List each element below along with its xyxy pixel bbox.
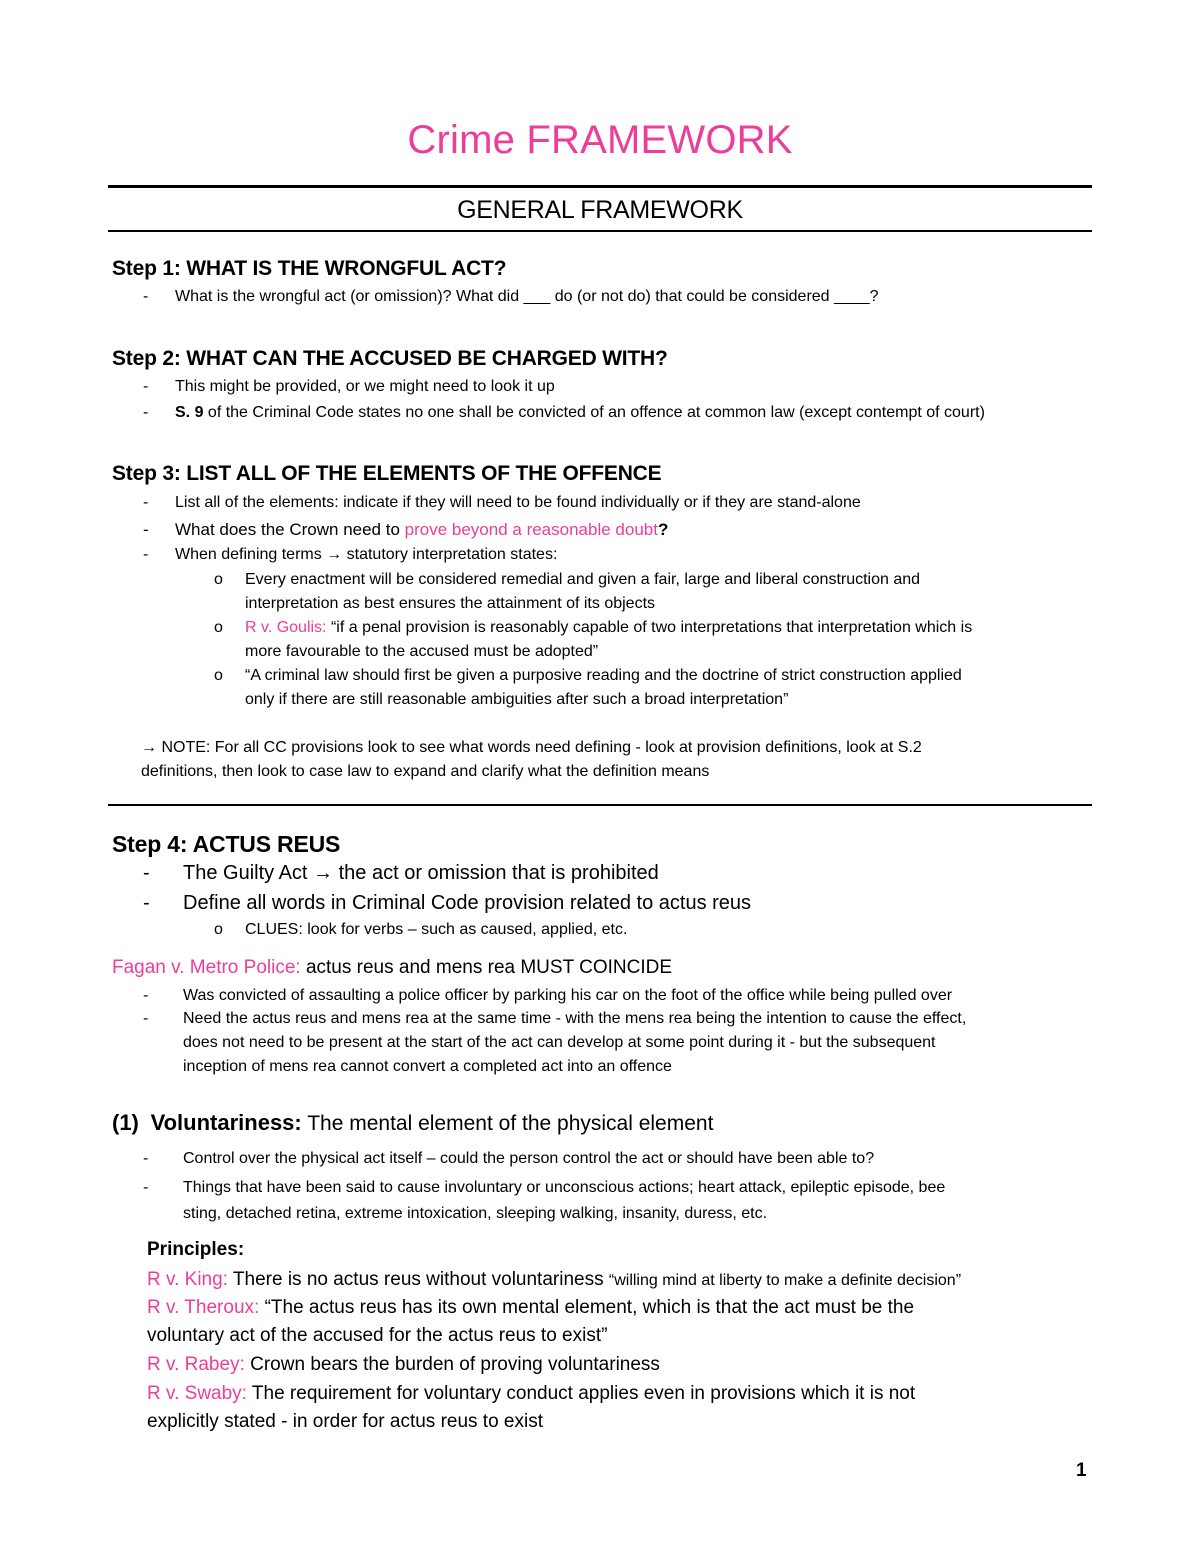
step3-sub-3-line1: “A criminal law should first be given a purposive reading and the doctrine of strict construction applied: [245, 667, 962, 684]
bullet-o: o: [214, 667, 223, 684]
case-name: Fagan v. Metro Police:: [112, 957, 301, 978]
step1-item-text: What is the wrongful act (or omission)? What did ___ do (or not do) that could be considered ____?: [175, 288, 879, 305]
section-divider: [108, 230, 1092, 232]
fagan-heading: [112, 957, 672, 979]
principle-swaby: [147, 1383, 915, 1405]
principle-swaby-cont: explicitly stated - in order for actus reus to exist: [147, 1411, 543, 1432]
step3-sub-3-line2: only if there are still reasonable ambiguities after such a broad interpretation”: [245, 691, 789, 708]
case-name: R v. Theroux:: [147, 1297, 260, 1318]
bullet-dash: -: [143, 494, 149, 511]
document-title: Crime FRAMEWORK: [407, 118, 793, 162]
bullet-dash: -: [143, 892, 150, 914]
step2-heading: Step 2: WHAT CAN THE ACCUSED BE CHARGED WITH?: [112, 347, 668, 370]
case-name: R v. Goulis:: [245, 619, 327, 636]
principle-king: [147, 1269, 961, 1291]
step3-sub-2-line2: more favourable to the accused must be adopted”: [245, 643, 599, 660]
step4-heading: Step 4: ACTUS REUS: [112, 831, 341, 857]
element-number: (1): [112, 1110, 139, 1135]
step3-sub-2-text: “if a penal provision is reasonably capable of two interpretations that interpretation which is: [326, 619, 973, 636]
step3-item-1-text: List all of the elements: indicate if they will need to be found individually or if they are stand-alone: [175, 494, 861, 511]
fagan-item-2-line1: Need the actus reus and mens rea at the same time - with the mens rea being the intention to cause the effect,: [183, 1010, 967, 1027]
step3-heading: Step 3: LIST ALL OF THE ELEMENTS OF THE OFFENCE: [112, 462, 662, 485]
bullet-dash: -: [143, 1150, 149, 1167]
step2-item-1-text: This might be provided, or we might need to look it up: [175, 378, 555, 395]
highlight-burden: prove beyond a reasonable doubt: [404, 520, 658, 539]
page-number: 1: [1076, 1460, 1087, 1481]
case-name: R v. King:: [147, 1269, 228, 1290]
bullet-dash: -: [143, 1010, 149, 1027]
swaby-line1: The requirement for voluntary conduct applies even in provisions which it is not: [246, 1383, 916, 1404]
step4-item-2-text: Define all words in Criminal Code provision related to actus reus: [183, 892, 752, 914]
king-quote: “willing mind at liberty to make a definite decision”: [608, 1272, 962, 1289]
bullet-dash: -: [143, 404, 149, 421]
voluntariness-item-1-text: Control over the physical act itself – could the person control the act or should have been able to?: [183, 1150, 875, 1167]
step3-item-3-text: When defining terms → statutory interpretation states:: [175, 546, 558, 563]
bullet-o: o: [214, 619, 223, 636]
bullet-dash: -: [143, 288, 149, 305]
element-description: The mental element of the physical element: [301, 1112, 714, 1135]
step3-sub-2-line1: [245, 619, 972, 637]
case-name: R v. Rabey:: [147, 1354, 245, 1375]
voluntariness-item-2-line1: Things that have been said to cause involuntary or unconscious actions; heart attack, epileptic episode, bee: [183, 1179, 946, 1196]
principle-theroux-cont: voluntary act of the accused for the actus reus to exist”: [147, 1325, 608, 1346]
bullet-dash: -: [143, 546, 149, 563]
bullet-dash: -: [143, 1179, 149, 1196]
step3-item-2-pre: What does the Crown need to: [175, 520, 405, 539]
step2-item-2-rest: of the Criminal Code states no one shall be convicted of an offence at common law (except contempt of court): [203, 404, 985, 421]
title-divider: [108, 185, 1092, 188]
fagan-item-2-line2: does not need to be present at the start of the act can develop at some point during it - but the subsequent: [183, 1034, 936, 1051]
fagan-item-1-text: Was convicted of assaulting a police officer by parking his car on the foot of the office while being pulled over: [183, 987, 953, 1004]
step1-heading: Step 1: WHAT IS THE WRONGFUL ACT?: [112, 257, 507, 280]
principle-theroux: [147, 1297, 914, 1319]
bullet-dash: -: [143, 378, 149, 395]
voluntariness-item-2-line2: sting, detached retina, extreme intoxication, sleeping walking, insanity, duress, etc.: [183, 1205, 768, 1222]
section-heading: GENERAL FRAMEWORK: [457, 196, 743, 224]
step4-item-1-text: The Guilty Act → the act or omission that is prohibited: [183, 862, 659, 884]
step4-divider: [108, 804, 1092, 806]
element-label: Voluntariness:: [150, 1110, 302, 1135]
note-line-1: → NOTE: For all CC provisions look to see what words need defining - look at provision definitions, look at S.2: [141, 739, 922, 756]
section-reference: S. 9: [175, 404, 204, 421]
bullet-dash: -: [143, 987, 149, 1004]
bullet-dash: -: [143, 862, 150, 884]
bullet-o: o: [214, 921, 223, 938]
step2-item-2-text: [175, 404, 985, 422]
voluntariness-heading: [112, 1110, 713, 1136]
principles-heading: Principles:: [147, 1239, 245, 1260]
step3-item-2-text: [175, 520, 668, 540]
note-line-2: definitions, then look to case law to expand and clarify what the definition means: [141, 763, 710, 780]
step4-sub-1-text: CLUES: look for verbs – such as caused, applied, etc.: [245, 921, 628, 938]
principle-rabey: [147, 1354, 660, 1376]
bullet-dash: -: [143, 520, 149, 539]
case-name: R v. Swaby:: [147, 1383, 247, 1404]
step3-item-2-post: ?: [657, 520, 669, 539]
step3-sub-1-line1: Every enactment will be considered remedial and given a fair, large and liberal construction and: [245, 571, 921, 588]
fagan-rule: actus reus and mens rea MUST COINCIDE: [300, 957, 673, 978]
rabey-text: Crown bears the burden of proving voluntariness: [244, 1354, 660, 1375]
king-text: There is no actus reus without voluntariness: [227, 1269, 609, 1290]
bullet-o: o: [214, 571, 223, 588]
fagan-item-2-line3: inception of mens rea cannot convert a completed act into an offence: [183, 1058, 672, 1075]
theroux-line1: “The actus reus has its own mental element, which is that the act must be the: [259, 1297, 915, 1318]
step3-sub-1-line2: interpretation as best ensures the attainment of its objects: [245, 595, 656, 612]
